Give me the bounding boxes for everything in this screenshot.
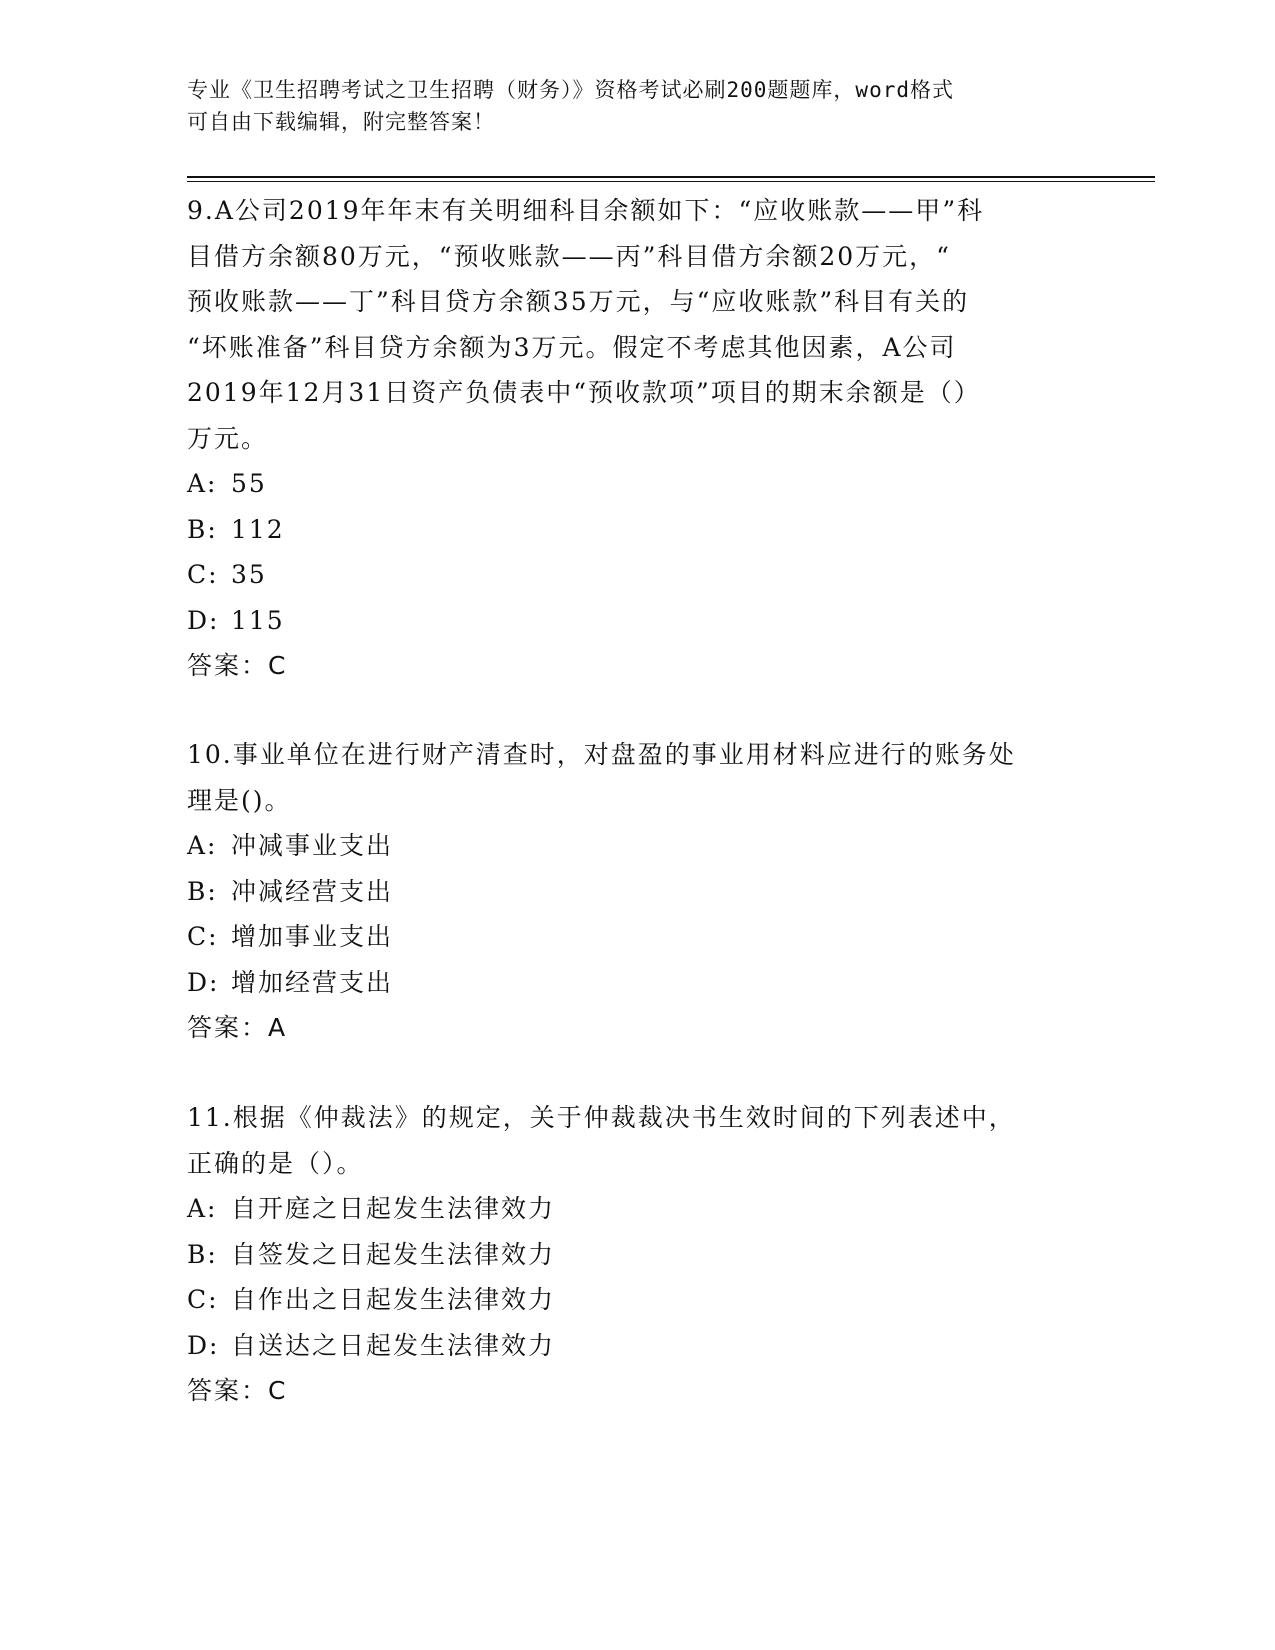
option-label: D: <box>187 605 220 635</box>
answer-line: 答案：C <box>187 1376 288 1405</box>
question-10 <box>187 732 1077 1051</box>
option-text: 自送达之日起发生法律效力 <box>231 1330 556 1360</box>
question-text-line: 11.根据《仲裁法》的规定，关于仲裁裁决书生效时间的下列表述中， <box>187 1103 1016 1132</box>
option-text: 自作出之日起发生法律效力 <box>231 1285 556 1314</box>
question-11 <box>187 1095 1077 1414</box>
option-label: B: <box>187 876 218 906</box>
option-label: A: <box>187 1194 218 1223</box>
option-a <box>187 1186 1077 1232</box>
question-text-line: 9.A公司2019年年末有关明细科目余额如下：“应收账款——甲”科 <box>187 196 985 225</box>
question-text-line: 万元。 <box>187 423 269 453</box>
option-text: 115 <box>231 605 285 635</box>
document-header <box>187 74 1067 138</box>
option-a <box>187 461 1077 507</box>
question-text-line: 理是()。 <box>187 785 292 815</box>
question-text-line: “坏账准备”科目贷方余额为3万元。假定不考虑其他因素，A公司 <box>187 332 957 362</box>
header-line-2: 可自由下载编辑，附完整答案！ <box>187 110 495 134</box>
option-text: 冲减事业支出 <box>231 831 394 860</box>
option-b <box>187 1232 1077 1278</box>
option-b <box>187 869 1077 915</box>
option-d <box>187 598 1077 644</box>
option-d <box>187 1323 1077 1369</box>
option-c <box>187 914 1077 960</box>
option-text: 55 <box>231 469 267 498</box>
question-text-line: 正确的是（）。 <box>187 1148 364 1178</box>
answer-line: 答案：C <box>187 651 288 680</box>
option-b <box>187 507 1077 553</box>
question-text-line: 目借方余额80万元，“预收账款——丙”科目借方余额20万元，“ <box>187 241 951 271</box>
option-c <box>187 1277 1077 1323</box>
option-text: 增加经营支出 <box>231 967 394 997</box>
option-text: 35 <box>231 560 267 589</box>
option-label: A: <box>187 469 218 498</box>
answer-line: 答案：A <box>187 1013 288 1042</box>
header-divider-thin <box>187 181 1155 182</box>
option-label: D: <box>187 967 220 997</box>
header-line-1: 专业《卫生招聘考试之卫生招聘（财务）》资格考试必刷200题题库，word格式 <box>187 78 954 102</box>
option-d <box>187 960 1077 1006</box>
question-text-line: 2019年12月31日资产负债表中“预收款项”项目的期末余额是（） <box>187 378 981 407</box>
option-text: 自签发之日起发生法律效力 <box>231 1239 556 1269</box>
option-a <box>187 823 1077 869</box>
question-text-line: 预收账款——丁”科目贷方余额35万元，与“应收账款”科目有关的 <box>187 287 970 316</box>
option-label: A: <box>187 831 218 860</box>
option-c <box>187 552 1077 598</box>
option-label: B: <box>187 1239 218 1269</box>
header-divider-thick <box>187 176 1155 178</box>
question-9 <box>187 188 1077 689</box>
question-text-line: 10.事业单位在进行财产清查时，对盘盈的事业用材料应进行的账务处 <box>187 740 1016 769</box>
option-text: 冲减经营支出 <box>231 876 394 906</box>
option-label: C: <box>187 560 219 589</box>
option-label: B: <box>187 514 218 544</box>
option-text: 增加事业支出 <box>231 922 394 951</box>
option-label: D: <box>187 1330 220 1360</box>
option-label: C: <box>187 1285 219 1314</box>
option-text: 112 <box>231 514 285 544</box>
option-text: 自开庭之日起发生法律效力 <box>231 1194 556 1223</box>
option-label: C: <box>187 922 219 951</box>
